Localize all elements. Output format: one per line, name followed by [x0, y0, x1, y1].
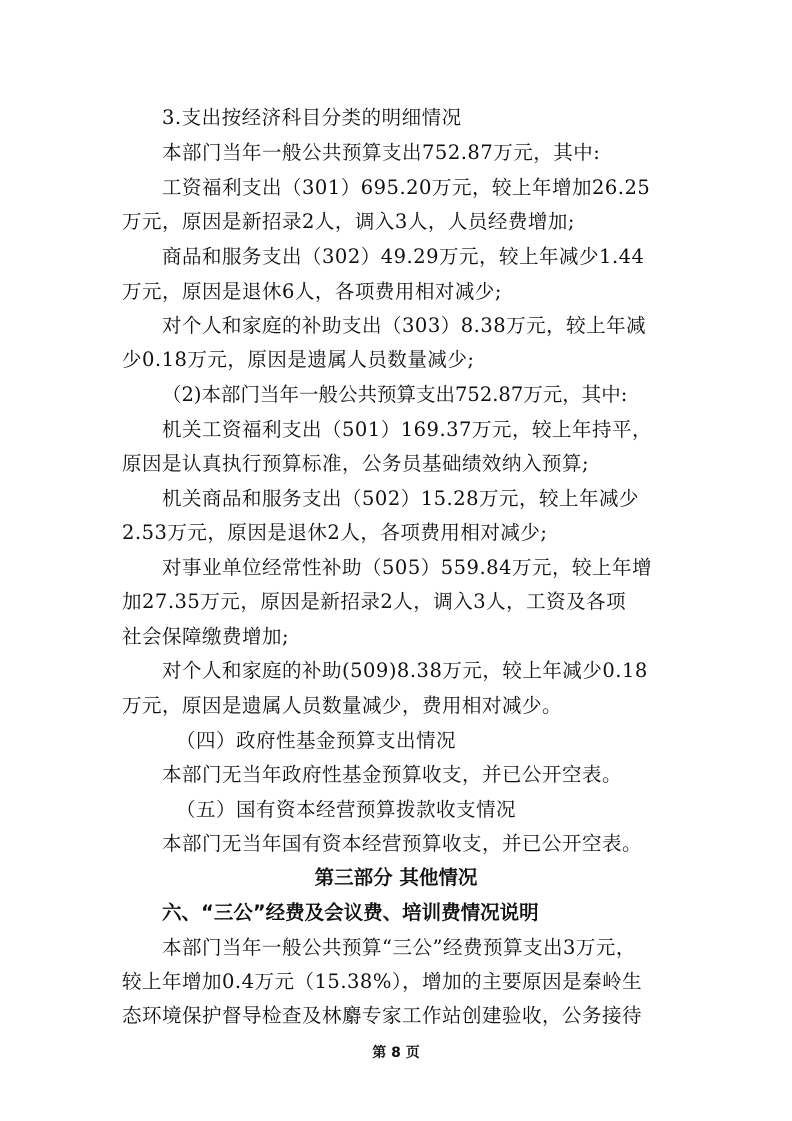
paragraph-line: 加27.35万元，原因是新招录2人，调入3人，工资及各项: [122, 590, 627, 613]
paragraph-line: 商品和服务支出（302）49.29万元，较上年减少1.44: [162, 245, 645, 268]
subheading-economic-classification: 3.支出按经济科目分类的明细情况: [162, 106, 462, 129]
paragraph-line: 万元，原因是遗属人员数量减少，费用相对减少。: [122, 694, 563, 717]
paragraph-line: 本部门当年一般公共预算支出752.87万元，其中:: [162, 141, 601, 164]
paragraph-line: 对个人和家庭的补助(509)8.38万元，较上年减少0.18: [162, 659, 648, 682]
paragraph-line: 较上年增加0.4万元（15.38%），增加的主要原因是秦岭生: [122, 970, 643, 993]
paragraph-line: 原因是认真执行预算标准，公务员基础绩效纳入预算;: [122, 452, 590, 475]
paragraph-line: 万元，原因是退休6人，各项费用相对减少;: [122, 280, 502, 303]
paragraph-line: 机关商品和服务支出（502）15.28万元，较上年减少: [162, 487, 640, 510]
section-heading: 六、“三公”经费及会议费、培训费情况说明: [162, 901, 539, 924]
paragraph-line: 社会保障缴费增加;: [122, 625, 290, 648]
paragraph-line: 本部门无当年政府性基金预算收支，并已公开空表。: [162, 763, 623, 786]
paragraph-line: 对个人和家庭的补助支出（303）8.38万元，较上年减: [162, 314, 647, 337]
subheading-government-fund: （四）政府性基金预算支出情况: [176, 729, 457, 752]
paragraph-line: 万元，原因是新招录2人，调入3人，人员经费增加;: [122, 210, 575, 233]
subheading-state-capital: （五）国有资本经营预算拨款收支情况: [176, 798, 517, 821]
paragraph-line: 机关工资福利支出（501）169.37万元，较上年持平，: [162, 418, 652, 441]
paragraph-line: 态环境保护督导检查及林麝专家工作站创建验收，公务接待: [122, 1004, 643, 1027]
part-heading: 第三部分 其他情况: [314, 866, 478, 889]
paragraph-line: 对事业单位经常性补助（505）559.84万元，较上年增: [162, 556, 652, 579]
paragraph-line: 少0.18万元，原因是遗属人员数量减少;: [122, 348, 475, 371]
paragraph-line: （2)本部门当年一般公共预算支出752.87万元，其中:: [162, 383, 628, 406]
paragraph-line: 本部门当年一般公共预算“三公”经费预算支出3万元，: [162, 936, 636, 959]
paragraph-line: 工资福利支出（301）695.20万元，较上年增加26.25: [162, 176, 651, 199]
page-number: 第 8 页: [372, 1045, 420, 1061]
paragraph-line: 2.53万元，原因是退休2人，各项费用相对减少;: [122, 521, 548, 544]
paragraph-line: 本部门无当年国有资本经营预算收支，并已公开空表。: [162, 832, 643, 855]
